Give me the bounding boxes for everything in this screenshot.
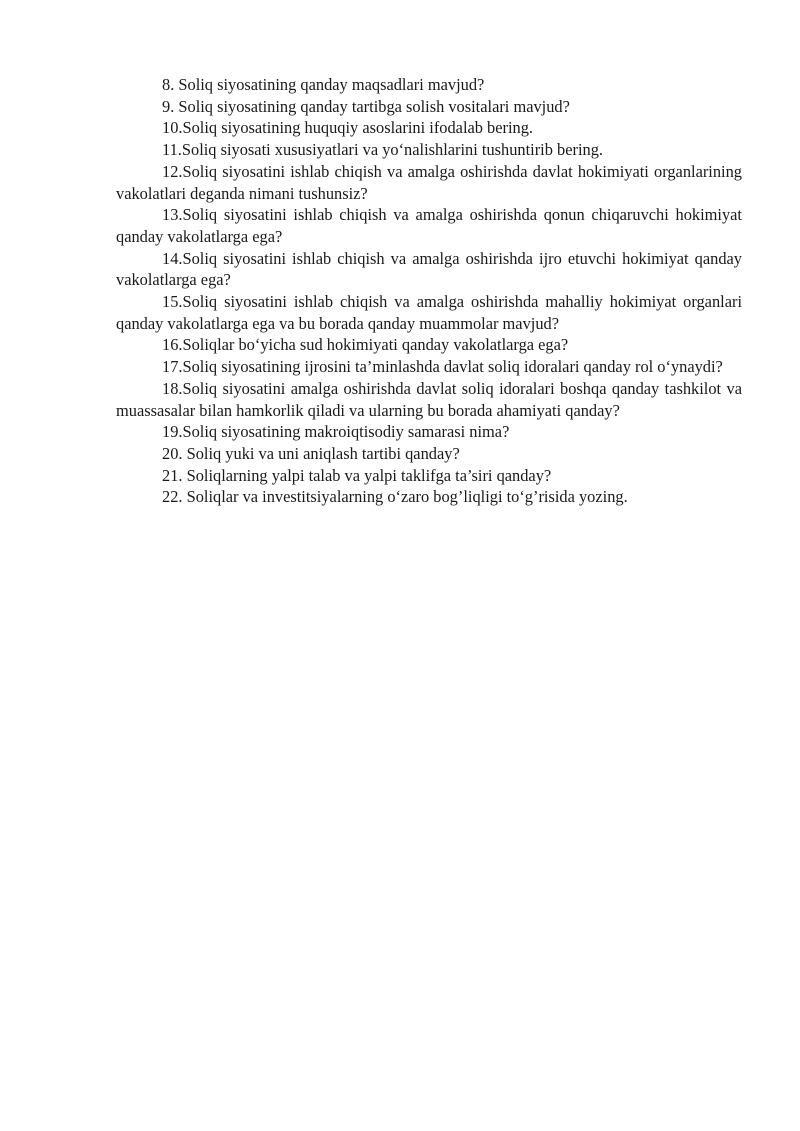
question-9: 9. Soliq siyosatining qanday tartibga solish vositalari mavjud? — [162, 96, 570, 116]
question-22: 22. Soliqlar va investitsiyalarning o‘zaro bog’liqligi to‘g’risida yozing. — [162, 487, 628, 507]
question-17: 17.Soliq siyosatining ijrosini ta’minlashda davlat soliq idoralari qanday rol o‘ynaydi? — [162, 357, 723, 377]
question-20: 20. Soliq yuki va uni aniqlash tartibi qanday? — [162, 443, 460, 463]
question-15: 15.Soliq siyosatini ishlab chiqish va amalga oshirishda mahalliy hokimiyat organlari qanday vakolatlarga ega va bu borada qanday muammolar mavjud? — [116, 292, 742, 333]
question-10: 10.Soliq siyosatining huquqiy asoslarini ifodalab bering. — [162, 118, 534, 138]
question-13: 13.Soliq siyosatini ishlab chiqish va amalga oshirishda qonun chiqaruvchi hokimiyat qanday vakolatlarga ega? — [116, 205, 742, 246]
question-11: 11.Soliq siyosati xususiyatlari va yo‘nalishlarini tushuntirib bering. — [162, 140, 603, 160]
question-list — [116, 74, 742, 508]
question-19: 19.Soliq siyosatining makroiqtisodiy samarasi nima? — [162, 422, 510, 442]
question-18: 18.Soliq siyosatini amalga oshirishda davlat soliq idoralari boshqa qanday tashkilot va muassasalar bilan hamkorlik qiladi va ularning bu borada ahamiyati qanday? — [116, 378, 742, 420]
question-14: 14.Soliq siyosatini ishlab chiqish va amalga oshirishda ijro etuvchi hokimiyat qanday vakolatlarga ega? — [116, 248, 742, 290]
question-16: 16.Soliqlar bo‘yicha sud hokimiyati qanday vakolatlarga ega? — [162, 335, 569, 355]
question-12: 12.Soliq siyosatini ishlab chiqish va amalga oshirishda davlat hokimiyati organlarining vakolatlari deganda nimani tushunsiz? — [116, 161, 742, 203]
question-21: 21. Soliqlarning yalpi talab va yalpi taklifga ta’siri qanday? — [162, 465, 552, 485]
question-8: 8. Soliq siyosatining qanday maqsadlari mavjud? — [162, 75, 485, 94]
